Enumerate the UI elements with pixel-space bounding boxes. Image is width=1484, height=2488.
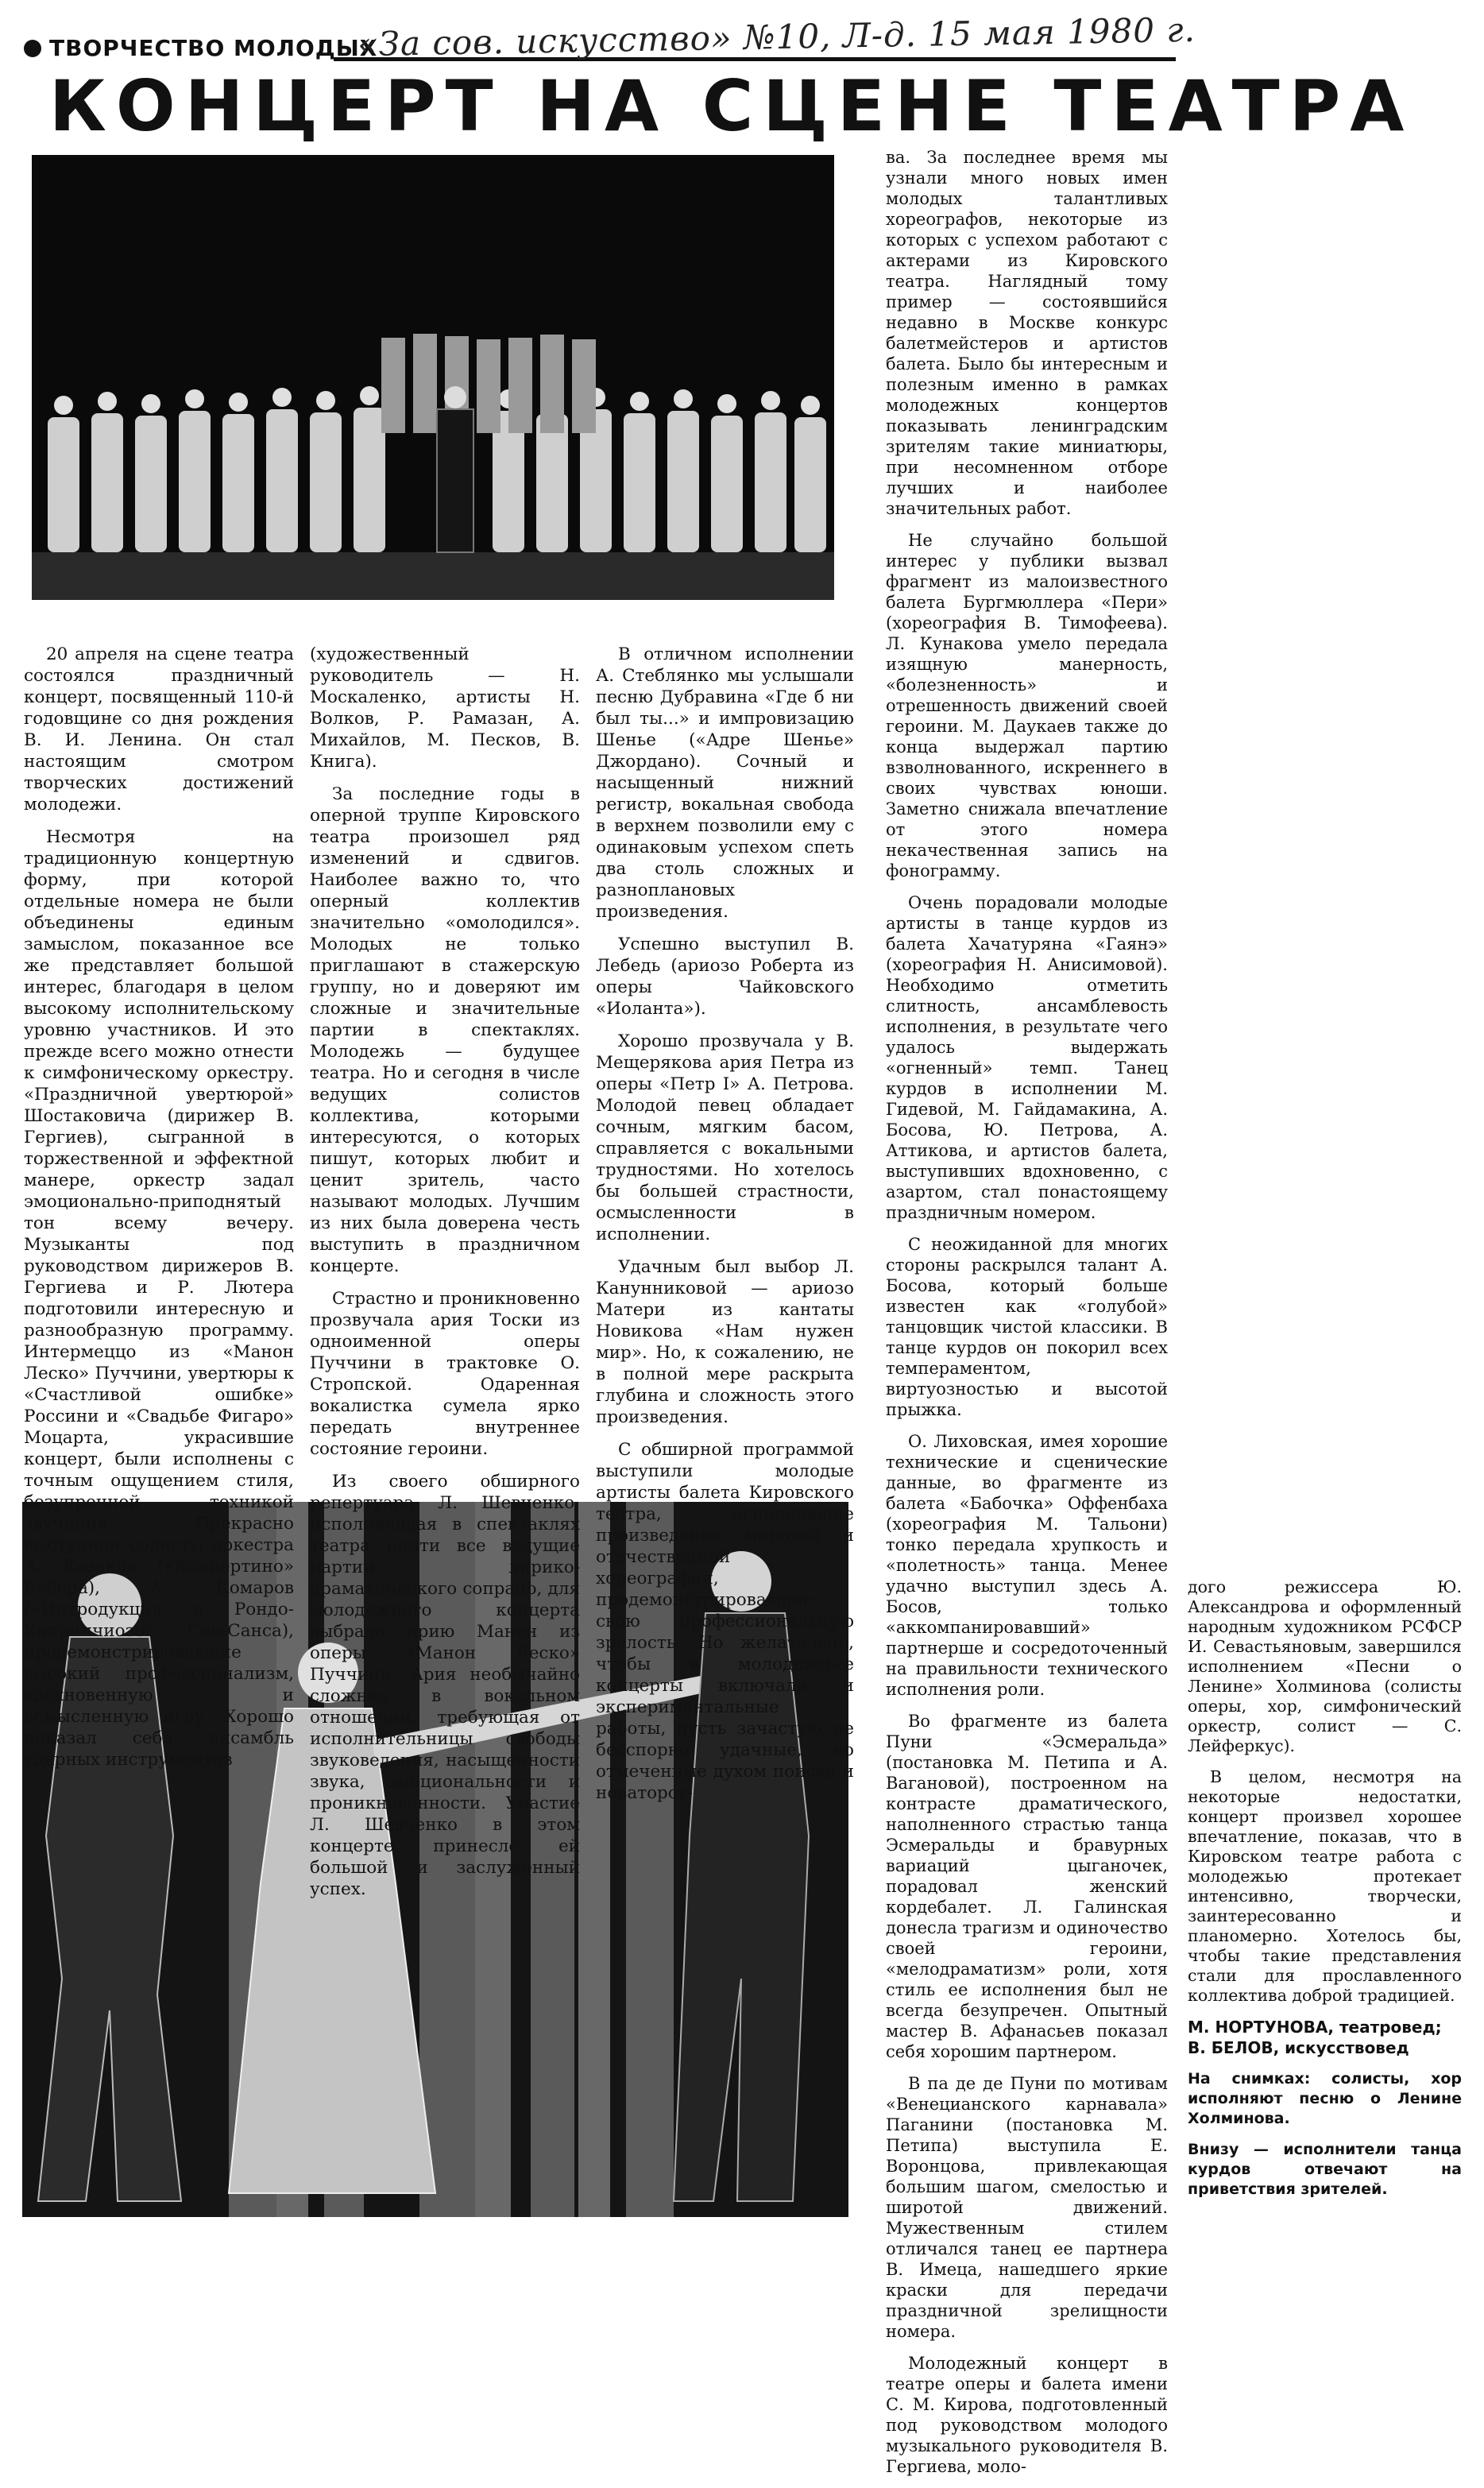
signature-line: В. БЕЛОВ, искусствовед	[1188, 2038, 1409, 2057]
paragraph: Очень порадовали молодые артисты в танце курдов из балета Хачатуряна «Гаянэ» (хореография Н. Анисимовой). Необходимо отметить слитность, ансамблевость исполнения, в результате чего удалось выдержать «огненный» темп. Танец курдов в исполнении М. Гидевой, М. Гайдамакина, А. Босова, Ю. Петрова, А. Аттикова, и артистов балета, выступивших вдохновенно, с азартом, стал понастоящему праздничным номером.	[886, 893, 1168, 1222]
article-column-4	[886, 147, 1168, 2488]
paragraph: В отличном исполнении А. Стеблянко мы услышали песню Дубравина «Где б ни был ты...» и импровизацию Шенье («Адре Шенье» Джордано). Сочный и насыщенный нижний регистр, вокальная свобода в верхнем позволили ему с одинаковым успехом спеть два столь сложных и разноплановых произведения.	[596, 644, 854, 922]
rubric-text: ТВОРЧЕСТВО МОЛОДЫХ	[49, 35, 378, 61]
article-column-3	[596, 644, 854, 1815]
paragraph: С неожиданной для многих стороны раскрылся талант А. Босова, который больше известен как «голубой» танцовщик чистой классики. В танце курдов он покорил всех темпераментом, виртуозностью и высотой прыжка.	[886, 1235, 1168, 1419]
paragraph: дого режиссера Ю. Александрова и оформленный народным художником РСФСР И. Севастьяновым, завершился исполнением «Песни о Ленине» Холминова (солисты оперы, хор, симфонический оркестр, солист — С. Лейферкус).	[1188, 1577, 1462, 1755]
rubric	[24, 35, 377, 61]
paragraph: ва. За последнее время мы узнали много новых имен молодых талантливых хореографов, некоторые из которых с успехом работают с актерами из Кировского театра. Наглядный тому пример — состоявшийся недавно в Москве конкурс балетмейстеров и артистов балета. Было бы интересным и полезным именно в рамках молодежных концертов показывать ленинградским зрителям такие миниатюры, при несомненном отборе лучших и наиболее значительных работ.	[886, 148, 1168, 518]
paragraph: Несмотря на традиционную концертную форму, при которой отдельные номера не были объединены единым замыслом, показанное все же представляет большой интерес, благодаря в целом высокому исполнительскому уровню участников. И это прежде всего можно отнести к симфоническому оркестру. «Праздничной увертюрой» Шостаковича (дирижер В. Гергиев), сыгранной в торжественной и эффектной манере, оркестр задал эмоционально-приподнятый тон всему вечеру. Музыканты под руководством дирижеров В. Гергиева и Р. Лютера подготовили интересную и разнообразную программу. Интермеццо из «Манон Леско» Пуччини, увертюры к «Счастливой ошибке» Россини и «Свадьбе Фигаро» Моцарта, украсившие концерт, были исполнены с точным ощущением стиля, безупречной техникой звучания. Прекрасно выступили солисты оркестра А. Казаков («Концертино» Вебера), А. Комаров («Интродукция и Рондо-Каприччиозо» Сен-Санса), продемонстрировавшие высокий профессионализм, вдохновенную и осмысленную игру. Хорошо показал себя ансамбль ударных инструментов	[24, 827, 294, 1770]
photo-choir	[32, 155, 834, 600]
paragraph: Молодежный концерт в театре оперы и балета имени С. М. Кирова, подготовленный под руководством молодого музыкального руководителя В. Гергиева, моло-	[886, 2354, 1168, 2476]
article-column-1	[24, 644, 294, 1782]
paragraph: Хорошо прозвучала у В. Мещерякова ария Петра из оперы «Петр I» А. Петрова. Молодой певец обладает сочным, мягким басом, справляется с вокальными трудностями. Но хотелось бы большей страстности, осмысленности в исполнении.	[596, 1031, 854, 1244]
paragraph: О. Лиховская, имея хорошие технические и сценические данные, во фрагменте из балета «Бабочка» Оффенбаха (хореография М. Тальони) тонко передала хрупкость и «полетность» танца. Менее удачно выступил здесь А. Босов, только «аккомпанировавший» партнерше и сосредоточенный на правильности технического исполнения роли.	[886, 1432, 1168, 1699]
paragraph: В целом, несмотря на некоторые недостатки, концерт произвел хорошее впечатление, показав, что в Кировском театре работа с молодежью протекает интенсивно, творчески, заинтересованно и планомерно. Хотелось бы, чтобы такие представления стали для прославленного коллектива доброй традицией.	[1188, 1767, 1462, 2005]
handwritten-note: «За сов. искусство» №10, Л-д. 15 мая 1980 г.	[357, 10, 1196, 64]
paragraph: Не случайно большой интерес у публики вызвал фрагмент из малоизвестного балета Бургмюллера «Пери» (хореография В. Тимофеева). Л. Кунакова умело передала изящную манерность, «болезненность» и отрешенность движений своей героини. М. Даукаев также до конца выдержал партию взволнованного, искреннего в своих чувствах юноши. Заметно снижала впечатление от этого номера некачественная запись на фонограмму.	[886, 531, 1168, 880]
photo-caption: Внизу — исполнители танца курдов отвечают на приветствия зрителей.	[1188, 2141, 1462, 2198]
paragraph: С обширной программой выступили молодые артисты балета Кировского театра, исполнявшие произведения мировой и отечественной хореографии, продемонстрировавшие свою профессиональную зрелость. Но желательно, чтобы в молодежные концерты включали и экспериментальные работы, пусть зачастую не бесспорно удачные, но отмеченные духом поиска и новаторст-	[596, 1440, 854, 1803]
paragraph: Удачным был выбор Л. Канунниковой — ариозо Матери из кантаты Новикова «Нам нужен мир». Но, к сожалению, не в полной мере раскрыта глубина и сложность этого произведения.	[596, 1257, 854, 1427]
bullet-icon	[24, 40, 41, 57]
paragraph: Успешно выступил В. Лебедь (ариозо Роберта из оперы Чайковского «Иоланта»).	[596, 934, 854, 1019]
photo-caption: На снимках: солисты, хор исполняют песню о Ленине Холминова.	[1188, 2070, 1462, 2127]
headline: КОНЦЕРТ НА СЦЕНЕ ТЕАТРА	[49, 65, 1414, 147]
choir-image	[32, 155, 834, 600]
paragraph: В па де де Пуни по мотивам «Венецианского карнавала» Паганини (постановка М. Петипа) выступила Е. Воронцова, привлекающая большим шагом, смелостью и широтой движений. Мужественным стилем отличался танец ее партнера В. Имеца, нашедшего яркие краски для передачи праздничной зрелищности номера.	[886, 2074, 1168, 2341]
paragraph: Из своего обширного репертуара Л. Шевченко, исполняющая в спектаклях театра почти все ведущие партии лирико-драматического сопрано, для молодежного концерта выбрала арию Манон из оперы «Манон Леско» Пуччини. Ария необычайно сложная в вокальном отношении, требующая от исполнительницы свободы звуковедения, насыщенности звука, эмоциональности и проникновенности. Участие Л. Шевченко в этом концерте принесло ей большой и заслуженный успех.	[310, 1472, 580, 1899]
paragraph: 20 апреля на сцене театра состоялся праздничный концерт, посвященный 110-й годовщине со дня рождения В. И. Ленина. Он стал настоящим смотром творческих достижений молодежи.	[24, 644, 294, 815]
paragraph: Страстно и проникновенно прозвучала ария Тоски из одноименной оперы Пуччини в трактовке О. Стропской. Одаренная вокалистка сумела ярко передать внутреннее состояние героини.	[310, 1289, 580, 1459]
article-column-5	[1188, 1577, 1462, 2211]
paragraph: (художественный руководитель — Н. Москаленко, артисты Н. Волков, Р. Рамазан, А. Михайлов, М. Песков, В. Книга).	[310, 644, 580, 772]
paragraph: Во фрагменте из балета Пуни «Эсмеральда» (постановка М. Петипа и А. Вагановой), построенном на контрасте драматического, наполненного страстью танца Эсмеральды и бравурных вариаций цыганочек, порадовал женский кордебалет. Л. Галинская донесла трагизм и одиночество своей героини, «мелодраматизм» роли, хотя стиль ее исполнения был не всегда безупречен. Опытный мастер В. Афанасьев показал себя хорошим партнером.	[886, 1712, 1168, 2061]
article-column-2	[310, 644, 580, 1911]
paragraph: За последние годы в оперной труппе Кировского театра произошел ряд изменений и сдвигов. Наиболее важно то, что оперный коллектив значительно «омолодился». Молодых не только приглашают в стажерскую группу, но и доверяют им сложные и значительные партии в спектаклях. Молодежь — будущее театра. Но и сегодня в числе ведущих солистов коллектива, которыми интересуются, о которых пишут, которых любит и ценит зритель, часто называют молодых. Лучшим из них была доверена честь выступить в праздничном концерте.	[310, 784, 580, 1276]
signature-line: М. НОРТУНОВА, театровед;	[1188, 2018, 1442, 2037]
